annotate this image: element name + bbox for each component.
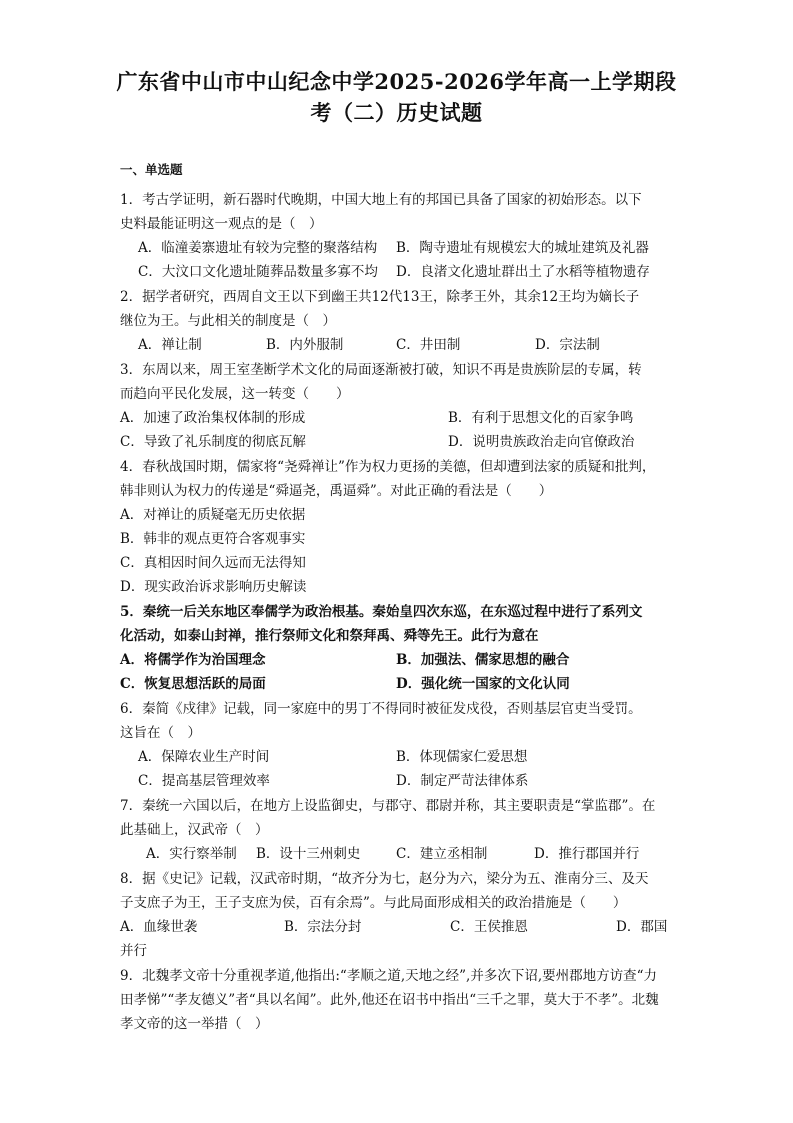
question-3-line: 而趋向平民化发展，这一转变（ ） xyxy=(120,386,350,402)
question-6-stem xyxy=(120,697,680,745)
question-5-options-row-1 xyxy=(120,648,680,672)
question-2-option-b[interactable]: B．内外服制 xyxy=(266,337,344,353)
question-2-options xyxy=(120,333,680,357)
question-4-option-b[interactable]: B．韩非的观点更符合客观事实 xyxy=(120,531,306,547)
exam-title-line2: 考（二）历史试题 xyxy=(310,100,483,125)
question-3-option-b[interactable]: B．有利于思想文化的百家争鸣 xyxy=(448,410,634,426)
question-3-option-a[interactable]: A．加速了政治集权体制的形成 xyxy=(120,410,306,426)
question-8-option-d-continuation xyxy=(120,939,680,963)
question-9-line: 田孝悌”“孝友德义”者“具以名闻”。此外,他还在诏书中指出“三千之罪，莫大于不孝”。北魏 xyxy=(120,992,659,1008)
question-9-line: 9．北魏孝文帝十分重视孝道,他指出:“孝顺之道,天地之经”,并多次下诏,要州郡地方访查“力 xyxy=(120,968,658,984)
question-7-stem xyxy=(120,794,680,842)
question-4-option-c[interactable]: C．真相因时间久远而无法得知 xyxy=(120,555,306,571)
question-1-options-row-2 xyxy=(120,260,680,284)
question-8-line: 子支庶子为王，王子支庶为侯，百有余焉”。与此局面形成相关的政治措施是（ ） xyxy=(120,895,627,911)
exam-title-line1: 广东省中山市中山纪念中学2025-2026学年高一上学期段 xyxy=(116,69,677,94)
question-1-line: 史料最能证明这一观点的是（ ） xyxy=(120,216,323,232)
question-7-option-b[interactable]: B．设十三州刺史 xyxy=(256,846,361,862)
question-5-option-d[interactable]: D．强化统一国家的文化认同 xyxy=(396,676,570,692)
question-6-line: 这旨在（ ） xyxy=(120,725,201,741)
question-3-line: 3．东周以来，周王室垄断学术文化的局面逐渐被打破，知识不再是贵族阶层的专属，转 xyxy=(120,362,642,378)
question-5-line: 化活动，如泰山封禅，推行祭师文化和祭拜禹、舜等先王。此行为意在 xyxy=(120,628,539,644)
question-3-option-d[interactable]: D．说明贵族政治走向官僚政治 xyxy=(448,434,635,450)
question-6-option-a[interactable]: A．保障农业生产时间 xyxy=(138,749,270,765)
question-8-options xyxy=(120,915,680,939)
question-7-line: 7．秦统一六国以后，在地方上设监御史，与郡守、郡尉并称，其主要职责是“掌监郡”。在 xyxy=(120,798,656,814)
question-4-line: 4．春秋战国时期，儒家将“尧舜禅让”作为权力更扬的美德，但却遭到法家的质疑和批判， xyxy=(120,459,656,475)
question-9-line: 孝文帝的这一举措（ ） xyxy=(120,1016,269,1032)
question-5-option-c[interactable]: C．恢复思想活跃的局面 xyxy=(120,676,266,692)
question-1-option-b[interactable]: B．陶寺遗址有规模宏大的城址建筑及礼器 xyxy=(396,240,649,256)
question-4-stem xyxy=(120,455,680,503)
question-8-line: 8．据《史记》记载，汉武帝时期，“故齐分为七，赵分为六，梁分为五、淮南分三、及天 xyxy=(120,871,649,887)
question-3-options-row-1 xyxy=(120,406,680,430)
question-5-options-row-2 xyxy=(120,672,680,696)
question-1-option-d[interactable]: D．良渚文化遗址群出土了水稻等植物遗存 xyxy=(396,264,650,280)
question-7-options xyxy=(120,842,680,866)
question-8-option-a[interactable]: A．血缘世袭 xyxy=(120,919,198,935)
question-2-option-d[interactable]: D．宗法制 xyxy=(535,337,600,353)
question-4-option-a[interactable]: A．对禅让的质疑毫无历史依据 xyxy=(120,507,306,523)
question-6-options-row-2 xyxy=(120,769,680,793)
question-7-option-a[interactable]: A．实行察举制 xyxy=(146,846,237,862)
question-4-line: 韩非则认为权力的传递是“舜逼尧，禹逼舜”。对此正确的看法是（ ） xyxy=(120,483,553,499)
question-5-stem xyxy=(120,600,680,648)
question-1-options-row-1 xyxy=(120,236,680,260)
question-3-option-c[interactable]: C．导致了礼乐制度的彻底瓦解 xyxy=(120,434,306,450)
question-7-option-c[interactable]: C．建立丞相制 xyxy=(396,846,488,862)
question-4-option-d[interactable]: D．现实政治诉求影响历史解读 xyxy=(120,579,307,595)
question-2-option-c[interactable]: C．井田制 xyxy=(396,337,461,353)
question-2-line: 2．据学者研究，西周自文王以下到幽王共12代13王，除孝王外，其余12王均为嫡长子 xyxy=(120,289,640,305)
question-5-option-a[interactable]: A．将儒学作为治国理念 xyxy=(120,652,266,668)
question-8-option-c[interactable]: C．王侯推恩 xyxy=(450,919,528,935)
question-5-option-b[interactable]: B．加强法、儒家思想的融合 xyxy=(396,652,570,668)
question-6-option-d[interactable]: D．制定严苛法律体系 xyxy=(396,773,529,789)
question-3-stem xyxy=(120,358,680,406)
question-6-line: 6．秦简《戍律》记载，同一家庭中的男丁不得同时被征发戍役，否则基层官吏当受罚。 xyxy=(120,701,642,717)
question-6-option-b[interactable]: B．体现儒家仁爱思想 xyxy=(396,749,528,765)
question-6-option-c[interactable]: C．提高基层管理效率 xyxy=(138,773,270,789)
question-3-options-row-2 xyxy=(120,430,680,454)
question-7-line: 此基础上，汉武帝（ ） xyxy=(120,822,269,838)
question-1-option-c[interactable]: C．大汶口文化遗址随葬品数量多寡不均 xyxy=(138,264,378,280)
question-9-stem xyxy=(120,964,680,1036)
question-2-option-a[interactable]: A．禅让制 xyxy=(138,337,202,353)
question-6-options-row-1 xyxy=(120,745,680,769)
question-1-stem xyxy=(120,188,680,236)
question-1-option-a[interactable]: A．临潼姜寨遗址有较为完整的聚落结构 xyxy=(138,240,378,256)
question-8-option-d-tail: 并行 xyxy=(120,943,147,959)
question-8-option-d[interactable]: D．郡国 xyxy=(616,919,668,935)
question-2-stem xyxy=(120,285,680,333)
question-2-line: 继位为王。与此相关的制度是（ ） xyxy=(120,313,336,329)
question-8-stem xyxy=(120,867,680,915)
question-4-options xyxy=(120,503,680,599)
question-8-option-b[interactable]: B．宗法分封 xyxy=(284,919,362,935)
section-heading: 一、单选题 xyxy=(120,162,183,177)
question-1-line: 1．考古学证明，新石器时代晚期，中国大地上有的邦国已具备了国家的初始形态。以下 xyxy=(120,192,642,208)
question-7-option-d[interactable]: D．推行郡国并行 xyxy=(534,846,640,862)
question-5-line: 5．秦统一后关东地区奉儒学为政治根基。秦始皇四次东巡，在东巡过程中进行了系列文 xyxy=(120,604,643,620)
